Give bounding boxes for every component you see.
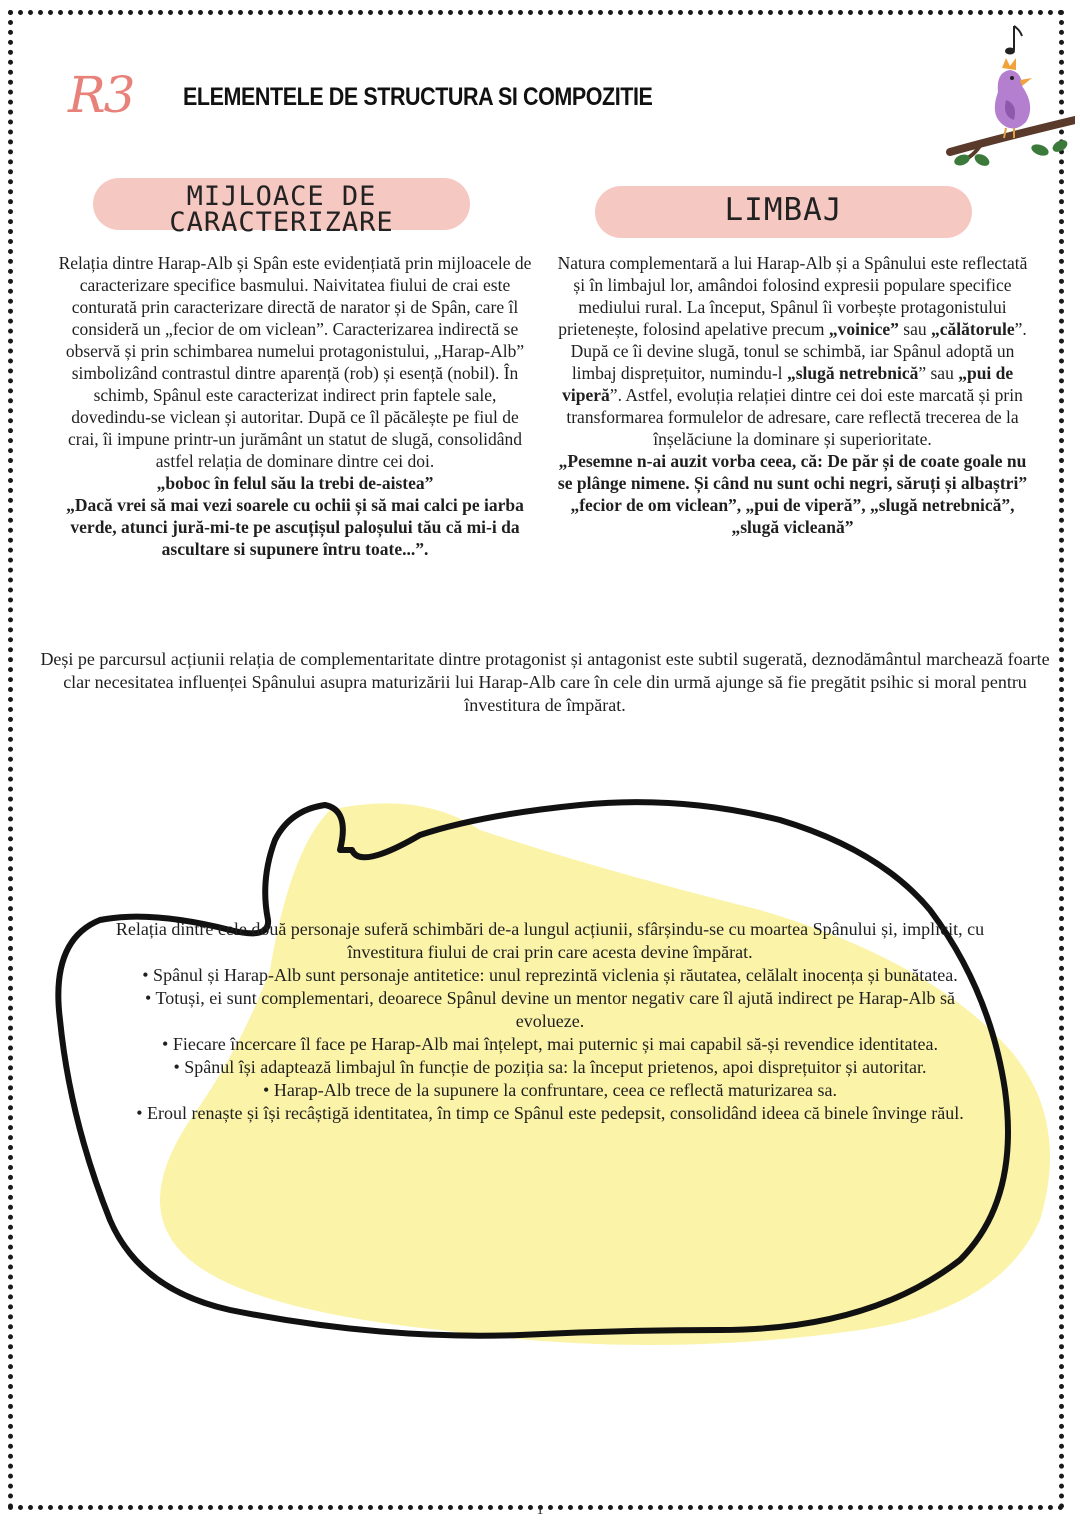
- limbaj-text: Natura complementară a lui Harap-Alb și a Spânului este reflectată și în limbajul lor, amândoi folosind expresii populare specifice mediului rural. La început, Spânul îi vorbește protagonistului prietenește, folosind apelative precum „voinice” sau „călătorule”. După ce îi devine slugă, tonul se schimbă, iar Spânul adoptă un limbaj disprețuitor, numindu-l „slugă netrebnică” sau „pui de viperă”. Astfel, evoluția relației dintre cei doi este marcată și prin transformarea formulelor de adresare, care reflectă trecerea de la înșelăciune la dominare și superioritate.: [557, 253, 1028, 449]
- quote-pesemne: „Pesemne n-ai auzit vorba ceea, că: De păr și de coate goale nu se plânge nimene. Și când nu sunt ochi negri, săruți și albaștri” „fecior de om viclean”, „pui de viperă”, „slugă netrebnică”, „slugă vicleană”: [557, 451, 1028, 537]
- quote-boboc: „boboc în felul său la trebi de-aistea”: [156, 473, 434, 493]
- caracterizare-column: [55, 252, 535, 560]
- page-title: ELEMENTELE DE STRUCTURA SI COMPOZITIE: [183, 83, 653, 111]
- bubble-line: • Fiecare încercare îl face pe Harap-Alb mai înțelept, mai puternic și mai capabil să-și revendice identitatea.: [162, 1034, 938, 1054]
- caracterizare-text: Relația dintre Harap-Alb și Spân este evidențiată prin mijloacele de caracterizare specifice basmului. Naivitatea fiului de crai este conturată prin caracterizare directă de narator și de Spân, care îl consideră un „fecior de om viclean”. Caracterizarea indirectă se observă și prin schimbarea numelui protagonistului, „Harap-Alb” simbolizând contrastul dintre aparență (rob) și esență (nobil). În schimb, Spânul este caracterizat indirect prin faptele sale, dovedindu-se viclean și autoritar. După ce îl păcălește pe fiul de crai, îi impune printr-un jurământ un statut de slugă, consolidând astfel relația de dominare dintre cei doi.: [58, 253, 532, 471]
- bubble-line: • Spânul își adaptează limbajul în funcție de poziția sa: la început prietenos, apoi disprețuitor și autoritar.: [173, 1057, 927, 1077]
- bubble-line: • Spânul și Harap-Alb sunt personaje antitetice: unul reprezintă viclenia și răutatea, celălalt inocența și bunătatea.: [142, 965, 958, 985]
- bubble-line: • Eroul renaște și își recâștigă identitatea, în timp ce Spânul este pedepsit, consolidând ideea că binele învinge răul.: [136, 1103, 964, 1123]
- section-logo: R3: [68, 66, 134, 124]
- bird-on-branch-illustration: [940, 20, 1075, 180]
- caracterizare-heading: [93, 181, 470, 238]
- quote-juramant: „Dacă vrei să mai vezi soarele cu ochii și să mai calci pe iarba verde, atunci jură-mi-te pe ascuțișul paloșului tău că mi-i da ascultare si supunere întru toate...”.: [66, 495, 524, 559]
- heading-line-1: MIJLOACE DE: [186, 181, 377, 212]
- bubble-line: Relația dintre cele două personaje suferă schimbări de-a lungul acțiunii, sfârșindu-se cu moartea Spânului și, implicit, cu învestitura fiului de crai prin care acesta devine împărat.: [115, 919, 985, 962]
- page-number: 1: [536, 1503, 544, 1518]
- limbaj-column: [550, 252, 1035, 538]
- music-note-icon: [1005, 26, 1022, 55]
- bubble-line: • Harap-Alb trece de la supunere la confruntare, ceea ce reflectă maturizarea sa.: [263, 1080, 837, 1100]
- conclusion-paragraph: Deși pe parcursul acțiunii relația de complementaritate dintre protagonist și antagonist este subtil sugerată, deznodământul marchează foarte clar necesitatea influenței Spânului asupra maturizării lui Harap-Alb care în cele din urmă ajunge să fie pregătit psihic si moral pentru învestitura de împărat.: [40, 649, 1050, 715]
- limbaj-heading: LIMBAJ: [724, 192, 843, 228]
- bubble-line: • Totuși, ei sunt complementari, deoarece Spânul devine un mentor negativ care îl ajută indirect pe Harap-Alb să evolueze.: [145, 988, 955, 1031]
- bird-icon: [995, 58, 1032, 138]
- heading-line-2: CARACTERIZARE: [169, 206, 394, 238]
- bubble-summary: [110, 918, 990, 1125]
